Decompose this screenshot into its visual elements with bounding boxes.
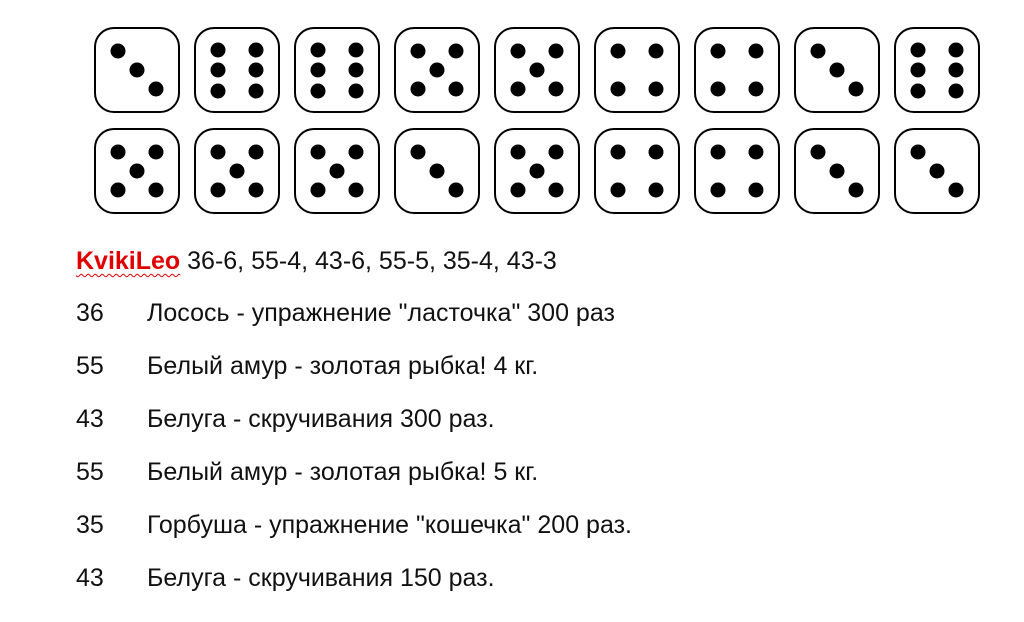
dice-row-top <box>94 27 980 113</box>
die-face-3 <box>794 128 880 214</box>
entry-number: 36 <box>76 299 104 327</box>
die-pip <box>930 164 945 179</box>
die-pip <box>130 164 145 179</box>
list-item <box>76 297 632 350</box>
die-face-5 <box>194 128 280 214</box>
die-pip <box>530 63 545 78</box>
die-pip <box>611 81 626 96</box>
die-pip <box>348 42 363 57</box>
die-pip <box>548 44 563 59</box>
die-pip <box>348 145 363 160</box>
die-pip <box>611 182 626 197</box>
die-pip <box>111 182 126 197</box>
die-pip <box>748 182 763 197</box>
die-pip <box>948 182 963 197</box>
entry-text: Белуга - скручивания 150 раз. <box>147 564 495 592</box>
die-face-3 <box>394 128 480 214</box>
list-item <box>76 403 632 456</box>
die-pip <box>430 63 445 78</box>
die-pip <box>148 145 163 160</box>
entry-text: Белый амур - золотая рыбка! 5 кг. <box>147 458 539 486</box>
die-pip <box>248 42 263 57</box>
entry-number: 35 <box>76 511 104 539</box>
die-pip <box>548 145 563 160</box>
nickname: KvikiLeo <box>76 247 181 275</box>
die-pip <box>411 145 426 160</box>
die-pip <box>448 44 463 59</box>
die-pip <box>648 182 663 197</box>
die-pip <box>830 63 845 78</box>
entry-number: 55 <box>76 458 104 486</box>
die-face-5 <box>94 128 180 214</box>
die-pip <box>448 182 463 197</box>
entry-number: 43 <box>76 564 104 592</box>
die-pip <box>748 44 763 59</box>
die-pip <box>448 81 463 96</box>
result-codes: 36-6, 55-4, 43-6, 55-5, 35-4, 43-3 <box>180 247 557 275</box>
die-pip <box>311 63 326 78</box>
die-pip <box>748 81 763 96</box>
die-pip <box>130 63 145 78</box>
die-pip <box>148 81 163 96</box>
die-face-5 <box>294 128 380 214</box>
die-face-6 <box>294 27 380 113</box>
list-item <box>76 509 632 562</box>
die-pip <box>248 83 263 98</box>
entry-text: Белый амур - золотая рыбка! 4 кг. <box>147 352 539 380</box>
die-pip <box>411 44 426 59</box>
die-pip <box>948 83 963 98</box>
entry-text: Лосось - упражнение "ласточка" 300 раз <box>147 299 615 327</box>
die-face-3 <box>94 27 180 113</box>
die-face-4 <box>694 128 780 214</box>
die-pip <box>748 145 763 160</box>
die-pip <box>148 182 163 197</box>
die-pip <box>848 81 863 96</box>
die-pip <box>848 182 863 197</box>
list-item <box>76 350 632 403</box>
die-pip <box>511 81 526 96</box>
die-pip <box>711 182 726 197</box>
entry-text: Горбуша - упражнение "кошечка" 200 раз. <box>147 511 632 539</box>
die-face-5 <box>394 27 480 113</box>
die-face-4 <box>594 27 680 113</box>
die-pip <box>511 44 526 59</box>
die-pip <box>211 63 226 78</box>
die-pip <box>511 145 526 160</box>
die-pip <box>311 182 326 197</box>
list-item <box>76 456 632 509</box>
die-pip <box>711 145 726 160</box>
die-pip <box>330 164 345 179</box>
die-pip <box>430 164 445 179</box>
die-pip <box>211 42 226 57</box>
die-pip <box>311 145 326 160</box>
die-pip <box>530 164 545 179</box>
die-pip <box>211 83 226 98</box>
die-pip <box>648 81 663 96</box>
die-pip <box>248 182 263 197</box>
die-pip <box>111 44 126 59</box>
entry-number: 55 <box>76 352 104 380</box>
die-face-4 <box>694 27 780 113</box>
die-face-4 <box>594 128 680 214</box>
die-face-5 <box>494 27 580 113</box>
die-pip <box>711 44 726 59</box>
die-pip <box>948 42 963 57</box>
entries-list <box>76 297 632 615</box>
dice-row-bottom <box>94 128 980 214</box>
entry-number: 43 <box>76 405 104 433</box>
die-face-6 <box>894 27 980 113</box>
die-pip <box>348 83 363 98</box>
die-pip <box>911 83 926 98</box>
die-pip <box>911 42 926 57</box>
die-pip <box>711 81 726 96</box>
die-pip <box>948 63 963 78</box>
die-pip <box>411 81 426 96</box>
die-face-6 <box>194 27 280 113</box>
die-face-3 <box>794 27 880 113</box>
die-pip <box>811 145 826 160</box>
die-pip <box>611 44 626 59</box>
die-pip <box>311 42 326 57</box>
die-pip <box>248 63 263 78</box>
die-pip <box>911 63 926 78</box>
die-pip <box>348 182 363 197</box>
die-pip <box>111 145 126 160</box>
die-pip <box>348 63 363 78</box>
die-pip <box>211 145 226 160</box>
die-pip <box>548 182 563 197</box>
die-pip <box>911 145 926 160</box>
die-pip <box>548 81 563 96</box>
result-header <box>76 245 557 277</box>
die-face-3 <box>894 128 980 214</box>
die-face-5 <box>494 128 580 214</box>
die-pip <box>211 182 226 197</box>
die-pip <box>230 164 245 179</box>
die-pip <box>811 44 826 59</box>
die-pip <box>311 83 326 98</box>
die-pip <box>648 145 663 160</box>
list-item <box>76 562 632 615</box>
entry-text: Белуга - скручивания 300 раз. <box>147 405 495 433</box>
die-pip <box>511 182 526 197</box>
die-pip <box>830 164 845 179</box>
die-pip <box>611 145 626 160</box>
die-pip <box>648 44 663 59</box>
die-pip <box>248 145 263 160</box>
